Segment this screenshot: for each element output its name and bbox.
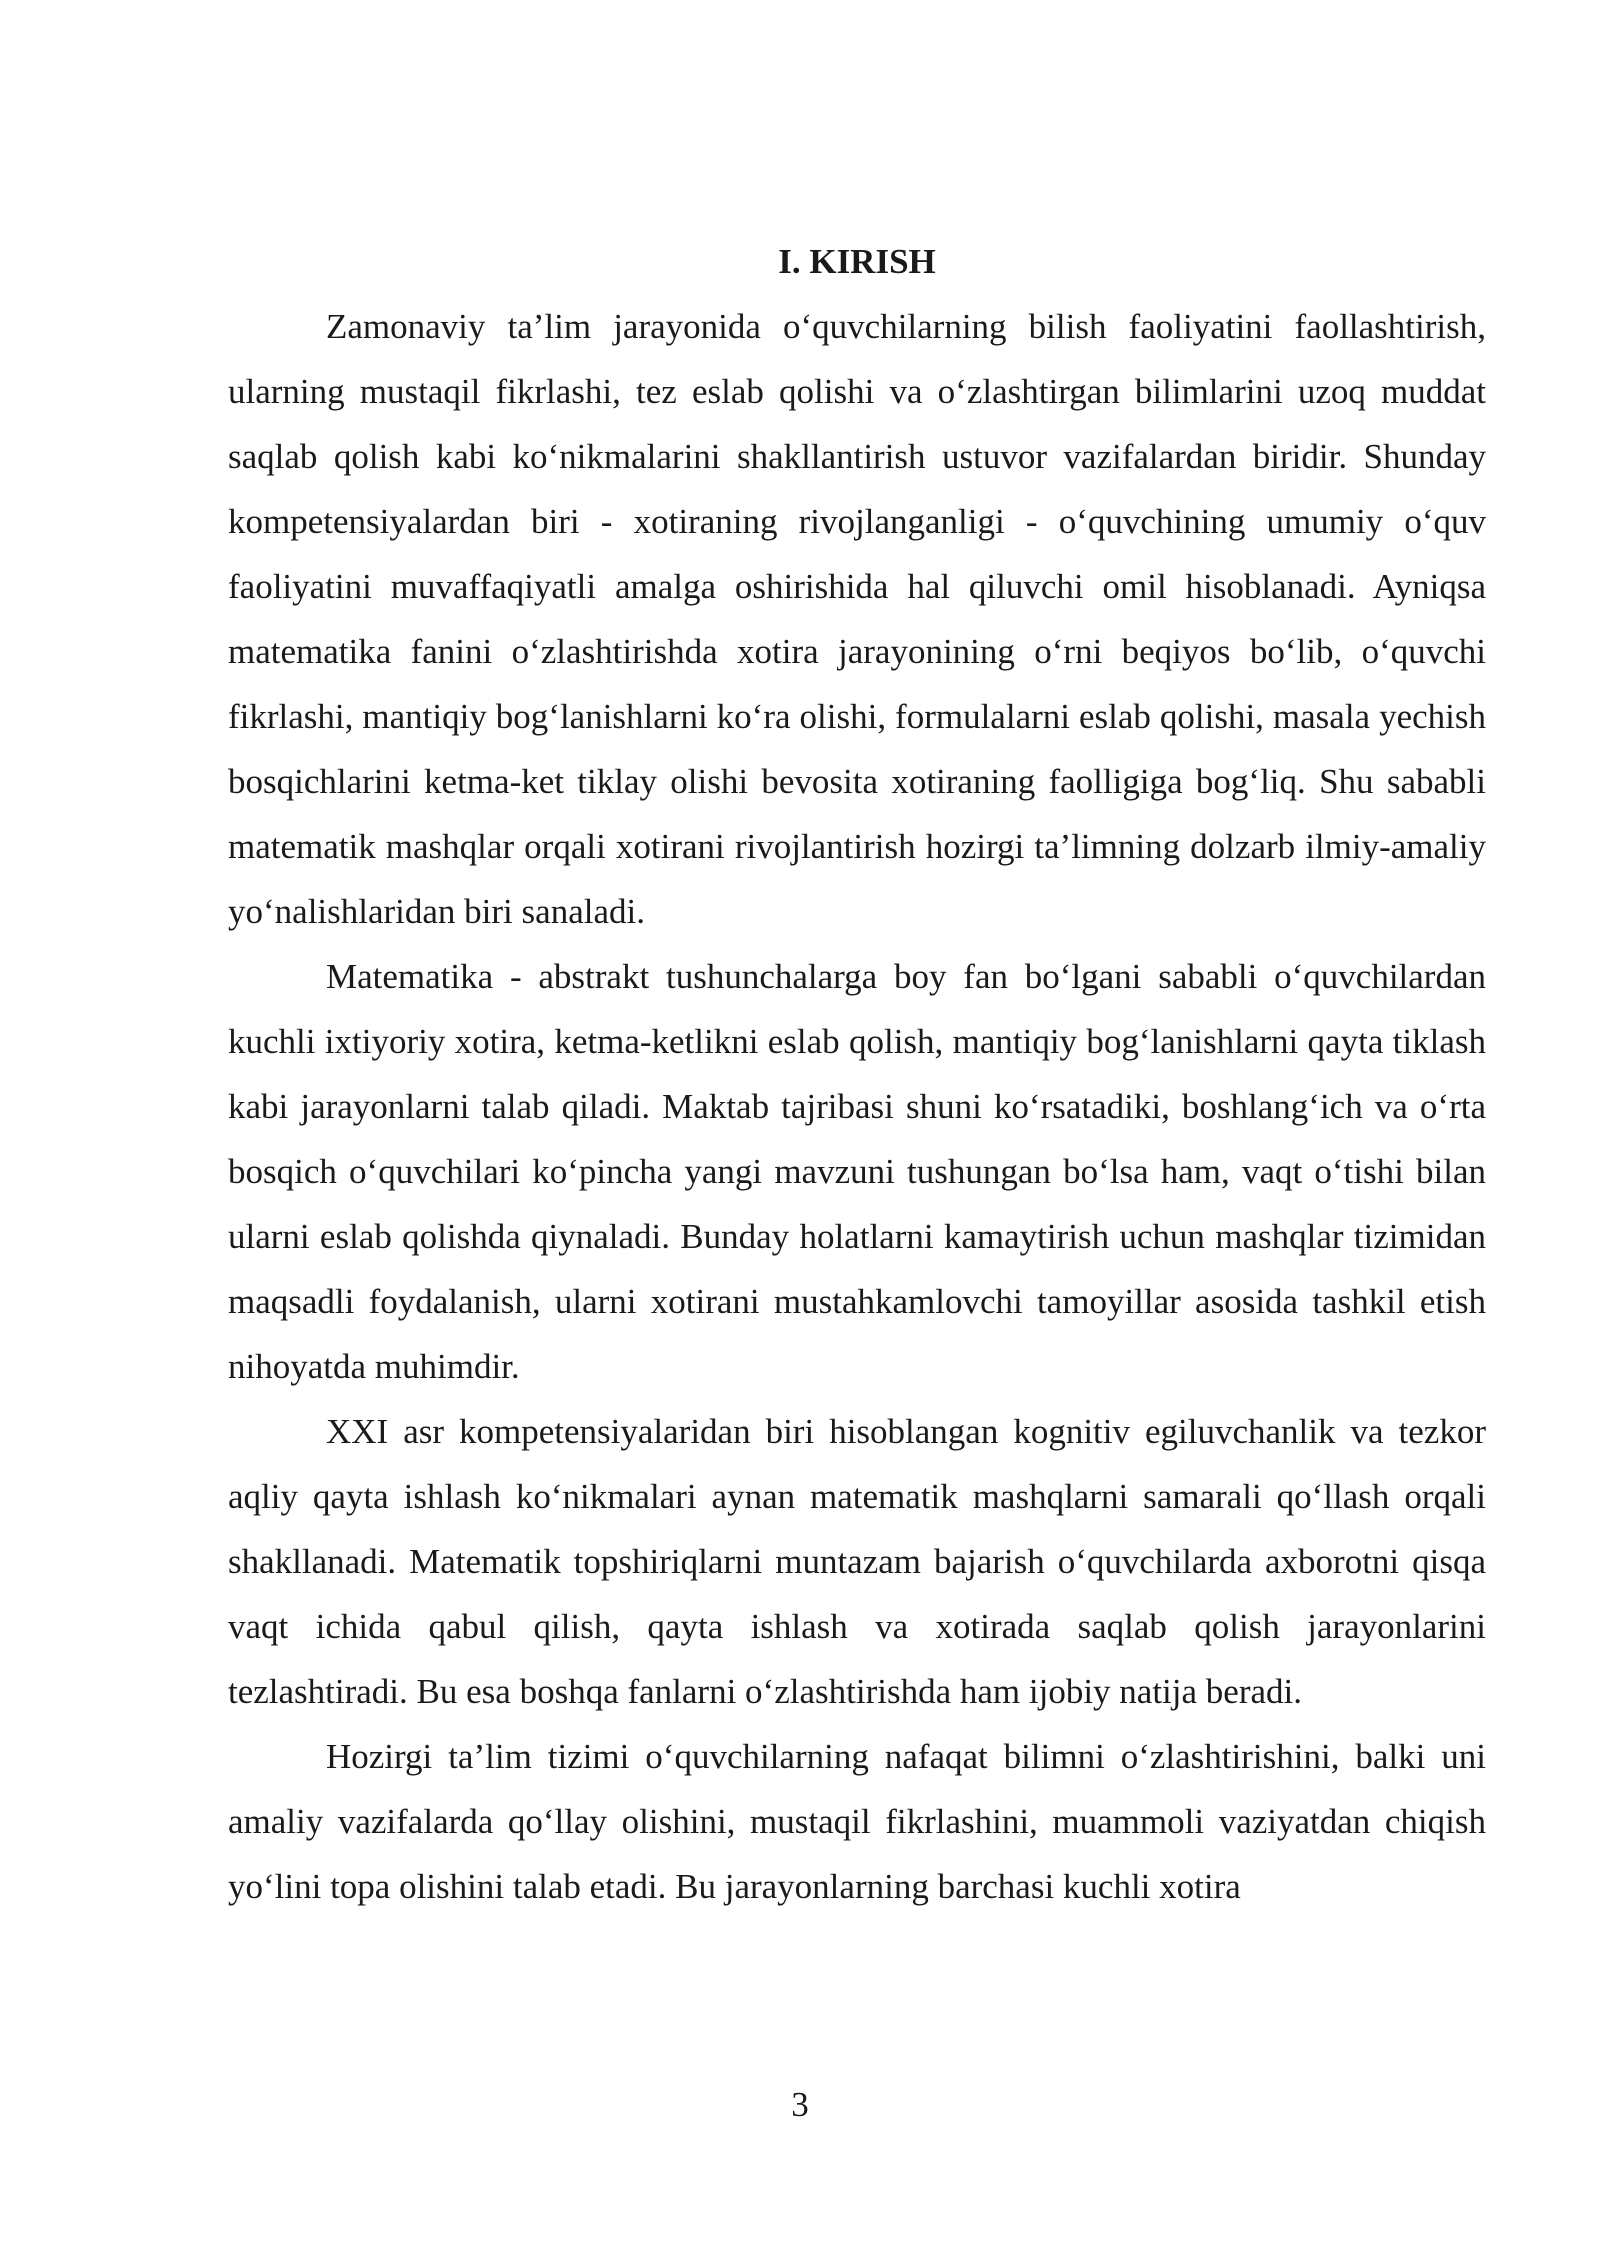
paragraph-1: Zamonaviy ta’lim jarayonida o‘quvchilarning bilish faoliyatini faollashtirish, ularning mustaqil fikrlashi, tez eslab qolishi va o‘zlashtirgan bilimlarini uzoq muddat saqlab qolish kabi ko‘nikmalarini shakllantirish ustuvor vazifalardan biridir. Shunday kompetensiyalardan biri - xotiraning rivojlanganligi - o‘quvchining umumiy o‘quv faoliyatini muvaffaqiyatli amalga oshirishida hal qiluvchi omil hisoblanadi. Ayniqsa matematika fanini o‘zlashtirishda xotira jarayonining o‘rni beqiyos bo‘lib, o‘quvchi fikrlashi, mantiqiy bog‘lanishlarni ko‘ra olishi, formulalarni eslab qolishi, masala yechish bosqichlarini ketma-ket tiklay olishi bevosita xotiraning faolligiga bog‘liq. Shu sababli matematik mashqlar orqali xotirani rivojlantirish hozirgi ta’limning dolzarb ilmiy-amaliy yo‘nalishlaridan biri sanaladi. — [228, 307, 1486, 931]
paragraph-4: Hozirgi ta’lim tizimi o‘quvchilarning nafaqat bilimni o‘zlashtirishini, balki uni amaliy vazifalarda qo‘llay olishini, mustaqil fikrlashini, muammoli vaziyatdan chiqish yo‘lini topa olishini talab etadi. Bu jarayonlarning barchasi kuchli xotira — [228, 1737, 1486, 1906]
paragraph-3: XXI asr kompetensiyalaridan biri hisoblangan kognitiv egiluvchanlik va tezkor aqliy qayta ishlash ko‘nikmalari aynan matematik mashqlarni samarali qo‘llash orqali shakllanadi. Matematik topshiriqlarni muntazam bajarish o‘quvchilarda axborotni qisqa vaqt ichida qabul qilish, qayta ishlash va xotirada saqlab qolish jarayonlarini tezlashtiradi. Bu esa boshqa fanlarni o‘zlashtirishda ham ijobiy natija beradi. — [228, 1412, 1486, 1711]
page-number: 3 — [791, 2085, 809, 2124]
page-content — [228, 230, 1486, 1919]
section-heading: I. KIRISH — [778, 242, 936, 281]
paragraph-2: Matematika - abstrakt tushunchalarga boy fan bo‘lgani sababli o‘quvchilardan kuchli ixtiyoriy xotira, ketma-ketlikni eslab qolish, mantiqiy bog‘lanishlarni qayta tiklash kabi jarayonlarni talab qiladi. Maktab tajribasi shuni ko‘rsatadiki, boshlang‘ich va o‘rta bosqich o‘quvchilari ko‘pincha yangi mavzuni tushungan bo‘lsa ham, vaqt o‘tishi bilan ularni eslab qolishda qiynaladi. Bunday holatlarni kamaytirish uchun mashqlar tizimidan maqsadli foydalanish, ularni xotirani mustahkamlovchi tamoyillar asosida tashkil etish nihoyatda muhimdir. — [228, 957, 1486, 1386]
